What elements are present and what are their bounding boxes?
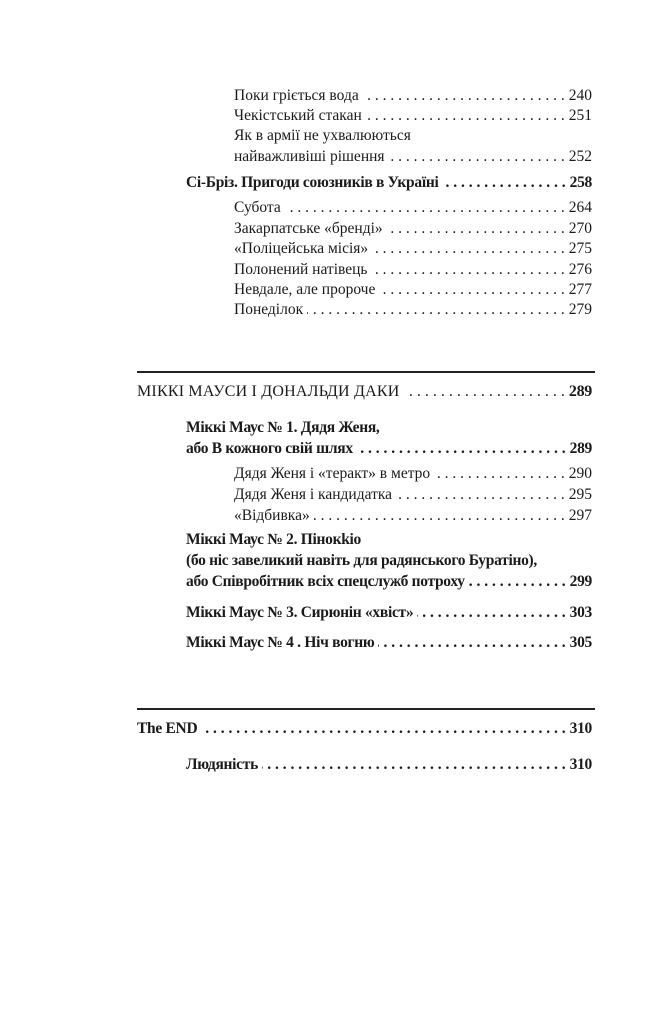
dot-leader (371, 260, 564, 280)
dot-leader (396, 485, 565, 505)
toc-entry-title: Субота (234, 199, 281, 216)
toc-entry-title: Закарпатське «бренді» (234, 220, 383, 237)
toc-part-title: The END (137, 720, 198, 737)
toc-entry-page: 277 (568, 281, 592, 298)
toc-entry-title: Поки гріється вода (234, 87, 359, 104)
toc-entry-page: 279 (568, 301, 592, 318)
dot-leader (417, 603, 565, 623)
dot-leader (262, 755, 566, 775)
toc-chapter[interactable] (186, 173, 592, 193)
dot-leader (379, 280, 564, 300)
toc-chapter-page: 258 (569, 174, 592, 191)
toc-entry-title: Полонений натівець (234, 261, 368, 278)
toc-entry-title: найважливіші рішення (234, 148, 385, 165)
toc-chapter[interactable] (186, 572, 592, 592)
toc-entry-page: 290 (568, 465, 592, 482)
dot-leader (442, 173, 565, 193)
toc-part-title: МІККІ МАУСИ І ДОНАЛЬДИ ДАКИ (137, 383, 400, 400)
toc-chapter-page: 299 (569, 573, 592, 590)
toc-entry[interactable] (234, 280, 592, 300)
toc-entry[interactable] (234, 239, 592, 259)
toc-chapter-title: Людяність (186, 756, 258, 773)
toc-part-page: 310 (569, 720, 592, 737)
dot-leader (387, 219, 565, 239)
toc-entry-title: «Відбивка» (234, 507, 310, 524)
toc-entry[interactable] (234, 506, 592, 526)
toc-entry[interactable] (234, 260, 592, 280)
toc-chapter-title: або В кожного свій шлях (186, 440, 353, 457)
toc-chapter-title-line1: Міккі Маус № 1. Дядя Женя, (186, 419, 380, 436)
toc-entry-page: 295 (568, 486, 592, 503)
toc-entry-title: Невдале, але пророче (234, 281, 376, 298)
toc-entry[interactable] (234, 300, 592, 320)
toc-entry[interactable] (234, 106, 592, 126)
toc-entry-title: Чекістський стакан (234, 107, 362, 124)
dot-leader (357, 439, 566, 459)
toc-entry-title-line1: Як в армії не ухвалюються (234, 127, 411, 144)
dot-leader (378, 633, 565, 653)
toc-entry-page: 251 (568, 107, 592, 124)
dot-leader (366, 106, 565, 126)
dot-leader (314, 506, 565, 526)
toc-entry-page: 240 (568, 87, 592, 104)
dot-leader (285, 198, 565, 218)
toc-part-page: 289 (568, 383, 592, 400)
toc-part-heading[interactable] (137, 719, 592, 739)
dot-leader (389, 147, 565, 167)
toc-chapter[interactable] (186, 755, 592, 775)
toc-chapter-page: 305 (569, 634, 592, 651)
toc-entry-page: 270 (568, 220, 592, 237)
toc-entry-title: «Поліцейська місія» (234, 240, 369, 257)
toc-entry-title: Дядя Женя і кандидатка (234, 486, 393, 503)
dot-leader (363, 86, 565, 106)
toc-chapter-page: 310 (569, 756, 592, 773)
dot-leader (372, 239, 565, 259)
toc-chapter-title-line1: Міккі Маус № 2. Пінокkio (186, 531, 362, 548)
dot-leader (307, 300, 565, 320)
toc-entry-page: 252 (568, 148, 592, 165)
toc-entry-page: 297 (568, 507, 592, 524)
toc-chapter[interactable] (186, 633, 592, 653)
toc-chapter-title: або Співробітник всіх спецслужб потроху (186, 573, 465, 590)
toc-entry[interactable] (234, 464, 592, 484)
toc-chapter-page: 303 (569, 604, 592, 621)
toc-chapter-title: Сі-Бріз. Пригоди союзників в Україні (186, 174, 439, 191)
toc-entry-page: 264 (568, 199, 592, 216)
toc-entry[interactable] (234, 198, 592, 218)
toc-entry[interactable] (234, 86, 592, 106)
toc-chapter[interactable] (186, 603, 592, 623)
toc-entry-title: Дядя Женя і «теракт» в метро (234, 465, 431, 482)
dot-leader (434, 464, 565, 484)
toc-entry[interactable] (234, 219, 592, 239)
dot-leader (469, 572, 566, 592)
toc-chapter-page: 289 (569, 440, 592, 457)
toc-chapter-title: Міккі Маус № 3. Сирюнін «хвіст» (186, 604, 414, 621)
toc-entry-page: 275 (568, 240, 592, 257)
toc-chapter-title: Міккі Маус № 4 . Ніч вогню (186, 634, 375, 651)
toc-entry-page: 276 (568, 261, 592, 278)
dot-leader (201, 719, 565, 739)
toc-entry[interactable] (234, 147, 592, 167)
section-divider (137, 708, 595, 710)
toc-part-heading[interactable] (137, 382, 592, 402)
toc-entry[interactable] (234, 485, 592, 505)
toc-entry-title: Понеділок (234, 301, 304, 318)
dot-leader (404, 382, 565, 402)
toc-chapter[interactable] (186, 439, 592, 459)
section-divider (137, 371, 595, 373)
toc-chapter-title-line2: (бо ніс завеликий навіть для радянського Буратіно), (186, 552, 537, 569)
